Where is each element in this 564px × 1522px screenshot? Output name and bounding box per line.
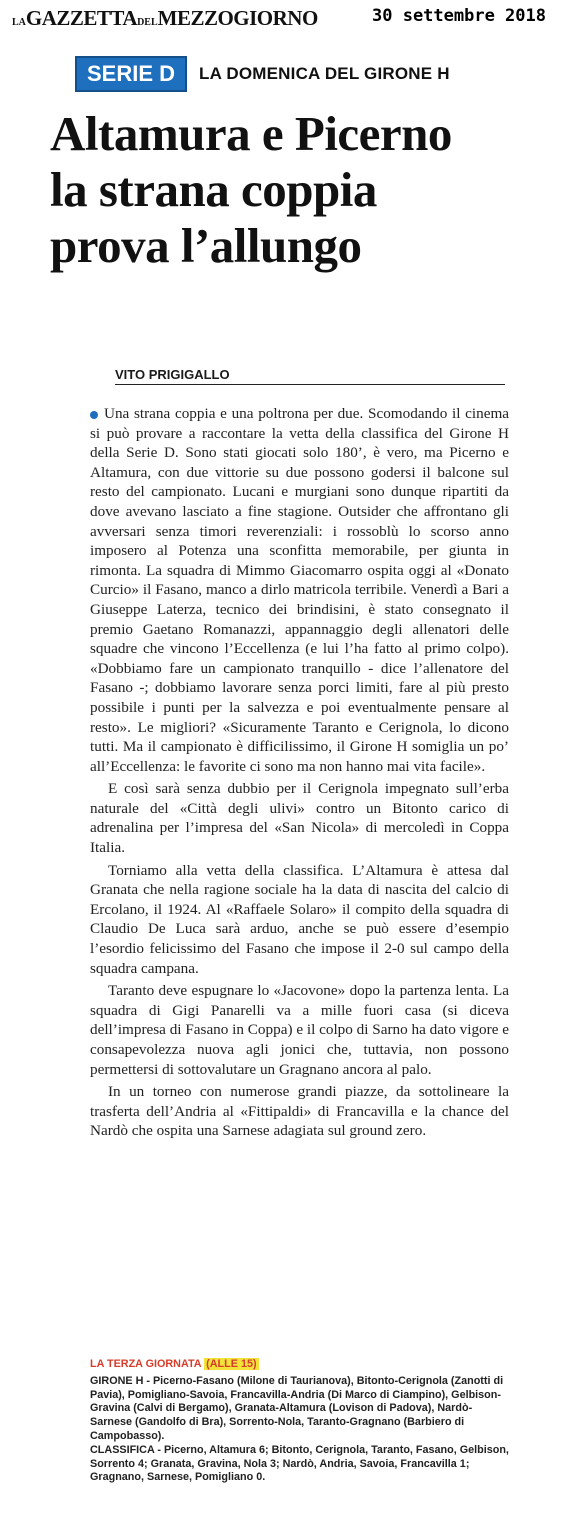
article-paragraph xyxy=(90,404,509,776)
article-paragraph: Taranto deve espugnare lo «Jacovone» dopo la partenza lenta. La squadra di Gigi Panarelli va a mille fuori casa (si diceva dell’impresa di Fasano in Coppa) e il colpo di Sarno ha dato vigore e consapevolezza nuova agli jonici che, tuttavia, non possono permettersi di sottovalutare un Gragnano ancora al palo. xyxy=(90,982,509,1078)
logo-prefix: LA xyxy=(12,17,26,28)
headline xyxy=(50,106,550,274)
fixtures-title-text: LA TERZA GIORNATA xyxy=(90,1358,202,1370)
newspaper-logo xyxy=(12,6,318,31)
headline-line-3: prova l’allungo xyxy=(50,218,362,273)
standings-list: CLASSIFICA - Picerno, Altamura 6; Bitonto, Cerignola, Taranto, Fasano, Gelbison, Sorrento 4; Granata, Gravina, Nola 3; Nardò, Andria, Savoia, Francavilla 1; Gragnano, Sarnese, Pomigliano 0. xyxy=(90,1443,509,1484)
kicker-row xyxy=(75,57,450,91)
logo-end: MEZZOGIORNO xyxy=(157,6,318,30)
logo-main: GAZZETTA xyxy=(25,6,138,30)
masthead xyxy=(12,6,552,32)
headline-line-2: la strana coppia xyxy=(50,162,377,217)
paragraph-text: Una strana coppia e una poltrona per due. Scomodando il cinema si può provare a raccontare la vetta della classifica del Girone H della Serie D. Sono stati giocati solo 180’, è vero, ma Picerno e Altamura, con due vittorie su due possono godersi il balcone sul resto del campionato. Lucani e murgiani sono dunque ripartiti da dove avevano lasciato a fine stagione. Outsider che affrontano gli avversari senza timori reverenziali: i rossoblù lo scorso anno imposero al Potenza una sconfitta memorabile, per giunta in rimonta. La squadra di Mimmo Giacomarro ospita oggi al «Donato Curcio» il Fasano, manco a dirlo matricola terribile. Venerdì a Bari a Giuseppe Laterza, tecnico dei brindisini, è stato consegnato il premio Gaetano Romanazzi, appannaggio degli allenatori delle squadre che vincono l’Eccellenza (e lui l’ha fatto al primo colpo). «Dobbiamo fare un campionato tranquillo - dice l’allenatore del Fasano -; dobbiamo lavorare senza porci limiti, fare al più presto possibile i punti per la salvezza e poi eventualmente pensare al resto». Le migliori? «Sicuramente Taranto e Cerignola, lo dicono tutti. Ma il campionato è difficilissimo, il Girone H somiglia un po’ all’Eccellenza: le favorite ci sono ma non hanno mai vita facile». xyxy=(90,405,509,775)
fixtures-title xyxy=(90,1358,512,1372)
byline: VITO PRIGIGALLO xyxy=(115,367,505,385)
fixtures-box xyxy=(90,1358,512,1485)
article-paragraph: Torniamo alla vetta della classifica. L’Altamura è attesa dal Granata che nella ragione sociale ha la data di nascita del calcio di Ercolano, il 1924. Al «Raffaele Solaro» il compito della squadra di Claudio De Luca sarà arduo, anche se può essere d’esempio l’esordio felicissimo del Fasano che impose il 2-0 sul campo della squadra campana. xyxy=(90,861,509,977)
serie-badge: SERIE D xyxy=(75,56,187,92)
fixtures-list: GIRONE H - Picerno-Fasano (Milone di Taurianova), Bitonto-Cerignola (Zanotti di Pavia), Pomigliano-Savoia, Francavilla-Andria (Di Marco di Ciampino), Gelbison-Gravina (Calvi di Bergamo), Granata-Altamura (Lovison di Padova), Nardò-Sarnese (Gandolfo di Bra), Sorrento-Nola, Taranto-Gragnano (Barbiero di Campobasso). xyxy=(90,1374,504,1442)
publication-date: 30 settembre 2018 xyxy=(372,6,546,26)
kicker-text: LA DOMENICA DEL GIRONE H xyxy=(199,64,450,83)
article-paragraph: In un torneo con numerose grandi piazze, da sottolineare la trasferta dell’Andria al «Fittipaldi» di Francavilla e la chance del Nardò che ospita una Sarnese adagiata sul ground zero. xyxy=(90,1083,509,1140)
logo-del: DEL xyxy=(137,17,158,28)
headline-line-1: Altamura e Picerno xyxy=(50,106,452,161)
fixtures-time: (ALLE 15) xyxy=(206,1358,257,1370)
article-paragraph: E così sarà senza dubbio per il Cerignola impegnato sull’erba naturale del «Città degli ulivi» contro un Bitonto carico di adrenalina per l’impresa del «San Nicola» di mercoledì in Coppa Italia. xyxy=(90,780,509,857)
bullet-icon xyxy=(90,411,98,419)
article-body xyxy=(90,404,509,1144)
